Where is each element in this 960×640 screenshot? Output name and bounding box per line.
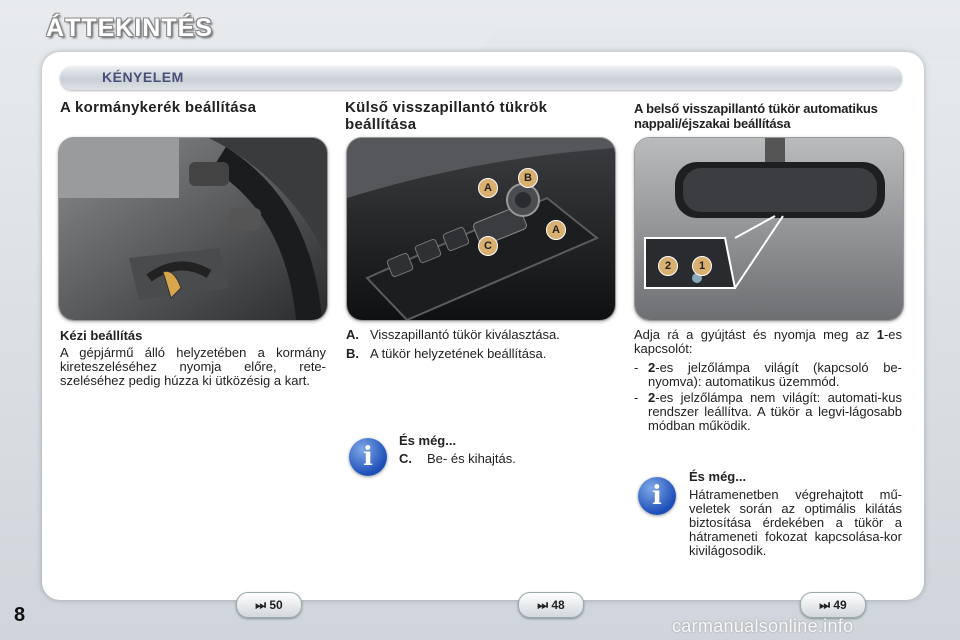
page-title: ÁTTEKINTÉS [46, 14, 213, 42]
mirror-more-text: Be- és kihajtás. [427, 451, 516, 466]
interior-more-title: És még... [689, 469, 747, 484]
section-banner [60, 66, 902, 90]
list-text: -es jelzőlámpa nem világít: automati-kus rendszer leállítva. A tükör a legvi-lágosabb módban működik. [648, 390, 902, 433]
list-item [634, 391, 902, 433]
mirror-more-item [399, 452, 599, 466]
list-item [346, 328, 616, 342]
callout-2: 2 [658, 256, 678, 276]
interior-more-text: Hátramenetben végrehajtott mű-veletek során az optimális kilátás biztosítása érdekében a tükör a hátrameneti fokozat kapcsolása-kor kivilágosodik. [689, 487, 902, 558]
list-dash: - [634, 360, 639, 375]
mirror-items-list [346, 328, 616, 366]
intro-text-a: Adja rá a gyújtást és nyomja meg az [634, 327, 877, 342]
interior-mirror-list [634, 359, 902, 433]
list-text: Visszapillantó tükör kiválasztása. [370, 327, 560, 342]
callout-a-right: A [546, 220, 566, 240]
page-ref-49[interactable]: ⏭ 49 [800, 592, 866, 618]
page-ref-50[interactable]: ⏭ 50 [236, 592, 302, 618]
callout-b: B [518, 168, 538, 188]
watermark: carmanualsonline.info [672, 616, 854, 636]
steering-description: A gépjármű álló helyzetében a kormány kireteszeléséhez nyomja előre, rete-szeléséhez pedig húzza ki ütközésig a kart. [60, 345, 326, 388]
list-key: B. [346, 346, 359, 361]
list-text: A tükör helyzetének beállítása. [370, 346, 547, 361]
interior-mirror-illustration [635, 138, 903, 320]
section-title: KÉNYELEM [102, 69, 184, 85]
lamp-number: 2 [648, 390, 656, 405]
list-key: A. [346, 327, 359, 342]
callout-1: 1 [692, 256, 712, 276]
lamp-number: 2 [648, 360, 656, 375]
mirror-more-title: És még... [399, 433, 457, 448]
interior-mirror-heading: A belső visszapillantó tükör automatikus nappali/éjszakai beállítása [634, 101, 878, 131]
callout-a-top: A [478, 178, 498, 198]
mirror-controls-photo [346, 137, 616, 321]
page-ref-48[interactable]: ⏭ 48 [518, 592, 584, 618]
steering-photo [58, 137, 328, 321]
callout-c: C [478, 236, 498, 256]
manual-adjust-subheading: Kézi beállítás [60, 328, 143, 343]
page-number: 8 [14, 604, 26, 626]
interior-mirror-intro [634, 328, 902, 356]
steering-heading: A kormánykerék beállítása [60, 99, 257, 116]
intro-text-c: -es kapcsolót: [634, 327, 902, 356]
list-item [634, 361, 902, 389]
mirror-heading: Külső visszapillantó tükrök beállítása [345, 99, 548, 133]
list-item [346, 347, 616, 361]
intro-switch-number: 1 [876, 327, 884, 342]
list-dash: - [634, 390, 639, 405]
info-icon: i [638, 477, 676, 515]
mirror-controls-illustration [347, 138, 615, 320]
steering-illustration [59, 138, 327, 320]
mirror-more-key: C. [399, 451, 412, 466]
interior-mirror-photo [634, 137, 904, 321]
list-text: -es jelzőlámpa világít (kapcsoló be-nyomva): automatikus üzemmód. [648, 360, 902, 389]
info-icon: i [349, 438, 387, 476]
